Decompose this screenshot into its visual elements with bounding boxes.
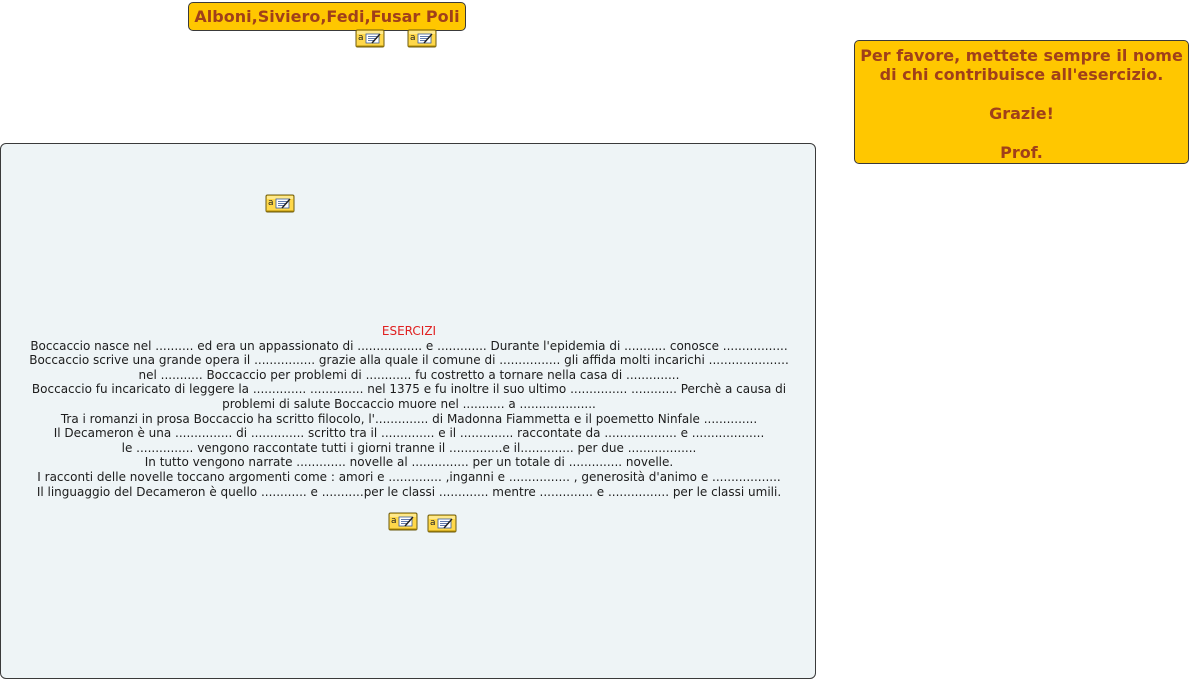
exercise-heading: ESERCIZI bbox=[381, 324, 437, 338]
exercise-line: Boccaccio fu incaricato di leggere la .............. .............. nel 1375 e fu inoltre il suo ultimo ............... ............ Perchè a causa di bbox=[31, 382, 787, 397]
note-attachment-icon[interactable] bbox=[407, 29, 437, 48]
exercise-line: nel ........... Boccaccio per problemi di ............ fu costretto a tornare nella casa di .............. bbox=[138, 367, 680, 382]
exercise-line: Il linguaggio del Decameron è quello ............ e ...........per le classi ............. mentre .............. e ................ per le classi umili. bbox=[36, 484, 782, 499]
exercise-line: Boccaccio nasce nel .......... ed era un appassionato di ................. e ............. Durante l'epidemia di ........... conosce ................. bbox=[30, 338, 788, 353]
note-line-4: Prof. bbox=[1000, 143, 1043, 162]
exercise-box[interactable] bbox=[0, 143, 816, 679]
note-line-1: Per favore, mettete sempre il nome bbox=[860, 46, 1183, 65]
exercise-line: In tutto vengono narrate ............. novelle al ............... per un totale di .............. novelle. bbox=[144, 455, 674, 470]
exercise-line: Il Decameron è una ............... di .............. scritto tra il .............. e il .............. raccontate da ................... e ................... bbox=[53, 426, 765, 441]
exercise-text bbox=[1, 324, 817, 499]
exercise-line: le ............... vengono raccontate tutti i giorni tranne il ..............e il.............. per due .................. bbox=[121, 440, 697, 455]
note-line-3: Grazie! bbox=[989, 104, 1054, 123]
note-attachment-icon[interactable] bbox=[355, 29, 385, 48]
note-line-2: di chi contribuisce all'esercizio. bbox=[879, 65, 1164, 84]
topic-title-text: Alboni,Siviero,Fedi,Fusar Poli bbox=[194, 7, 460, 26]
instruction-note-box[interactable] bbox=[854, 40, 1189, 164]
exercise-line: Boccaccio scrive una grande opera il ................ grazie alla quale il comune di ................ gli affida molti incarichi ..................... bbox=[29, 353, 789, 368]
note-attachment-icon[interactable] bbox=[265, 194, 295, 213]
exercise-line: problemi di salute Boccaccio muore nel ........... a .................... bbox=[222, 396, 596, 411]
note-attachment-icon[interactable] bbox=[427, 514, 457, 533]
exercise-line: I racconti delle novelle toccano argomenti come : amori e .............. ,inganni e ................ , generosità d'animo e .................. bbox=[37, 469, 781, 484]
exercise-line: Tra i romanzi in prosa Boccaccio ha scritto filocolo, l'.............. di Madonna Fiammetta e il poemetto Ninfale .............. bbox=[60, 411, 758, 426]
topic-title[interactable] bbox=[188, 2, 466, 31]
note-attachment-icon[interactable] bbox=[388, 512, 418, 531]
